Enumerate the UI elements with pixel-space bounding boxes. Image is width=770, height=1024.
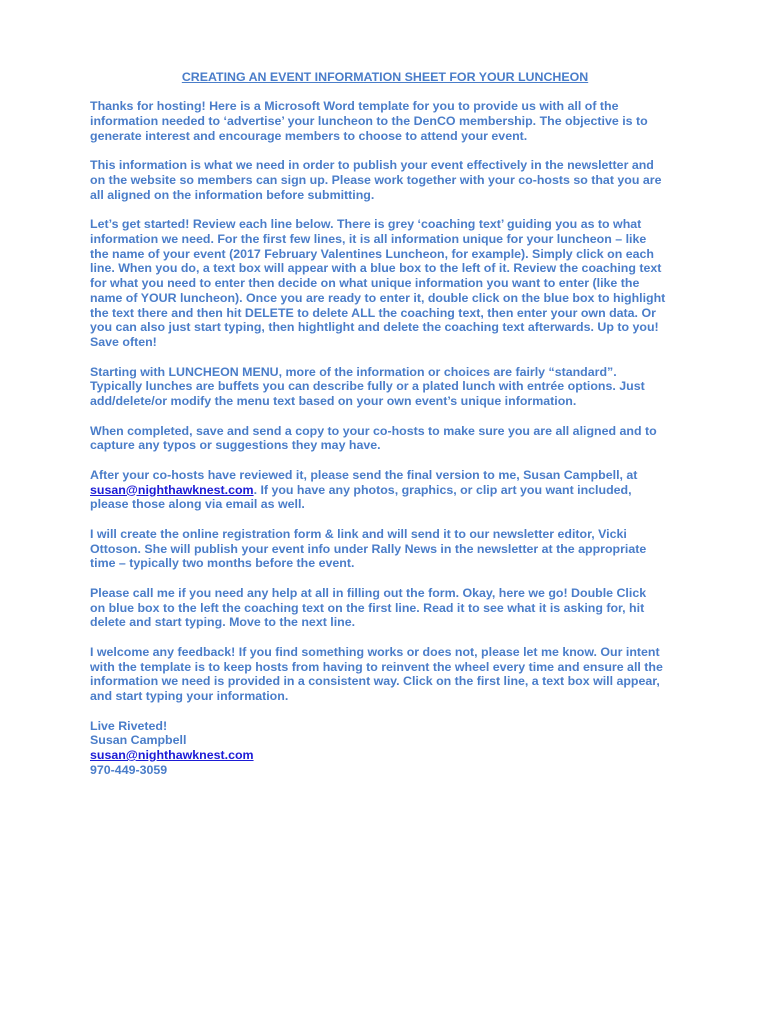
text-line: with the template is to keep hosts from having to reinvent the wheel every time and ensure all the (90, 659, 663, 674)
signature-block (90, 719, 690, 778)
signature-email-link[interactable]: susan@nighthawknest.com (90, 748, 254, 762)
paragraph-help (90, 586, 690, 630)
text-line: for what you need to enter then decide on what unique information you want to enter (like the (90, 276, 640, 290)
signature-closing: Live Riveted! (90, 718, 168, 733)
text-line: information we need is provided in a consistent way. Click on the first line, a text box will appear, (90, 674, 660, 689)
text-line: name of YOUR luncheon). Once you are ready to enter it, double click on the blue box to highlight (90, 290, 666, 305)
text-line: Ottoson. She will publish your event info under Rally News in the newsletter at the appropriate (90, 541, 647, 556)
paragraph-thanks (90, 99, 690, 143)
text-line (90, 483, 690, 498)
text-line: the name of your event (2017 February Valentines Luncheon, for example). Simply click on each (90, 246, 654, 261)
text-line: I welcome any feedback! If you find something works or does not, please let me know. Our intent (90, 644, 660, 659)
text-line: please those along via email as well. (90, 497, 305, 512)
text-line: delete and start typing. Move to the next line. (90, 615, 356, 630)
text-line: on the website so members can sign up. Please work together with your co-hosts so that you are (90, 172, 662, 187)
email-link[interactable]: susan@nighthawknest.com (90, 482, 254, 497)
paragraph-purpose (90, 158, 690, 202)
document-body (90, 99, 690, 792)
text-line: and start typing your information. (90, 689, 289, 703)
paragraph-luncheon-menu (90, 365, 690, 409)
text-line: line. When you do, a text box will appear with a blue box to the left of it. Review the coaching text (90, 261, 662, 276)
text-line: Typically lunches are buffets you can describe fully or a plated lunch with entrée options. Just (90, 379, 645, 394)
text-line: Save often! (90, 335, 157, 349)
text-line: After your co-hosts have reviewed it, please send the final version to me, Susan Campbell, at (90, 467, 638, 482)
text-line: When completed, save and send a copy to your co-hosts to make sure you are all aligned and to (90, 423, 657, 438)
text-line (90, 748, 690, 763)
paragraph-when-completed (90, 424, 690, 454)
text-line: capture any typos or suggestions they may have. (90, 438, 381, 453)
text-line: the text there and then hit DELETE to delete ALL the coaching text, then enter your own data. Or (90, 305, 656, 320)
text-line: information we need. For the first few lines, it is all information unique for your luncheon – like (90, 231, 647, 246)
paragraph-registration (90, 527, 690, 571)
text-line: all aligned on the information before submitting. (90, 187, 375, 202)
paragraph-get-started (90, 217, 690, 350)
text-line: information needed to ‘advertise’ your luncheon to the DenCO membership. The objective is to (90, 113, 648, 128)
text-fragment: . If you have any photos, graphics, or clip art you want included, (253, 482, 632, 497)
text-line: Let’s get started! Review each line below. There is grey ‘coaching text’ guiding you as to what (90, 217, 642, 231)
paragraph-send-final (90, 468, 690, 512)
text-line: This information is what we need in order to publish your event effectively in the newsletter and (90, 158, 654, 172)
text-line: Please call me if you need any help at all in filling out the form. Okay, here we go! Double Click (90, 585, 647, 600)
text-line: Thanks for hosting! Here is a Microsoft Word template for you to provide us with all of the (90, 99, 619, 113)
text-line: time – typically two months before the event. (90, 556, 355, 571)
text-line: you can also just start typing, then hightlight and delete the coaching text afterwards. Up to you! (90, 320, 659, 335)
text-line: on blue box to the left the coaching text on the first line. Read it to see what it is asking for, hit (90, 600, 645, 615)
text-line: Starting with LUNCHEON MENU, more of the information or choices are fairly “standard”. (90, 364, 617, 379)
signature-name: Susan Campbell (90, 733, 187, 748)
text-line: add/delete/or modify the menu text based on your own event’s unique information. (90, 394, 577, 408)
text-line: I will create the online registration form & link and will send it to our newsletter editor, Vicki (90, 526, 627, 541)
document-title: CREATING AN EVENT INFORMATION SHEET FOR YOUR LUNCHEON (181, 70, 589, 84)
text-line: generate interest and encourage members to choose to attend your event. (90, 128, 528, 143)
paragraph-feedback (90, 645, 690, 704)
signature-phone: 970-449-3059 (90, 762, 168, 777)
